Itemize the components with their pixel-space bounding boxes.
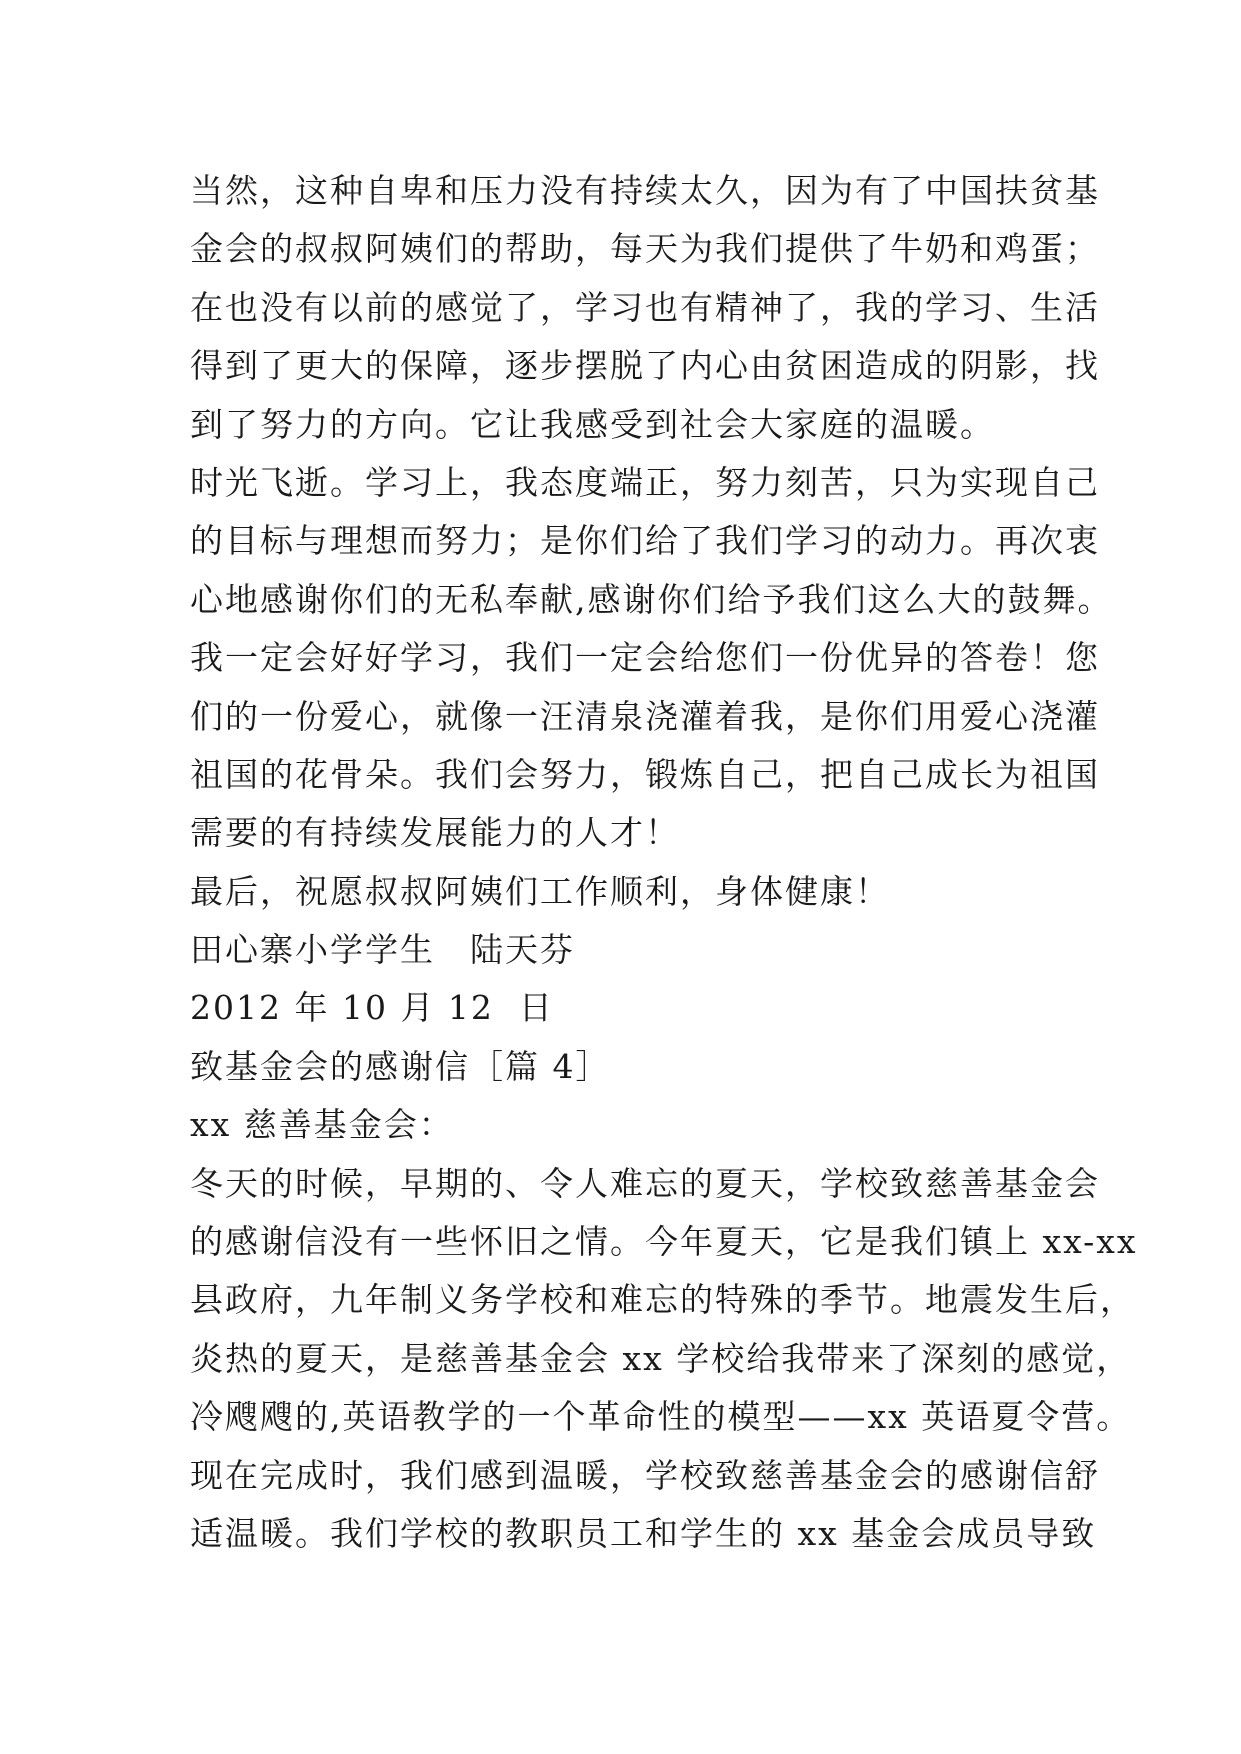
text-line: 现在完成时，我们感到温暖，学校致慈善基金会的感谢信舒 [190, 1455, 1100, 1495]
text-line: 到了努力的方向。它让我感受到社会大家庭的温暖。 [190, 404, 995, 444]
text-line: 当然，这种自卑和压力没有持续太久，因为有了中国扶贫基 [190, 171, 1100, 210]
section-title: 致基金会的感谢信［篇 4］ [190, 1046, 611, 1086]
closing-wish: 最后，祝愿叔叔阿姨们工作顺利，身体健康！ [190, 871, 890, 911]
text-line: 时光飞逝。学习上，我态度端正，努力刻苦，只为实现自己 [190, 462, 1100, 502]
signature: 田心寨小学学生 陆天芬 [190, 930, 575, 970]
text-line: 县政府，九年制义务学校和难忘的特殊的季节。地震发生后， [190, 1280, 1135, 1320]
text-line: 的目标与理想而努力；是你们给了我们学习的动力。再次衷 [190, 521, 1100, 561]
text-line: 适温暖。我们学校的教职员工和学生的 xx 基金会成员导致 [190, 1513, 1097, 1553]
text-line: 们的一份爱心，就像一汪清泉浇灌着我，是你们用爱心浇灌 [190, 696, 1100, 736]
text-line: 冬天的时候，早期的、令人难忘的夏天，学校致慈善基金会 [190, 1163, 1100, 1203]
text-line: 我一定会好好学习，我们一定会给您们一份优异的答卷！您 [190, 638, 1100, 678]
text-line: 祖国的花骨朵。我们会努力，锻炼自己，把自己成长为祖国 [190, 754, 1100, 794]
text-line: 金会的叔叔阿姨们的帮助，每天为我们提供了牛奶和鸡蛋； [190, 229, 1100, 269]
text-line: 得到了更大的保障，逐步摆脱了内心由贫困造成的阴影，找 [190, 346, 1100, 386]
text-line: 冷飕飕的,英语教学的一个革命性的模型——xx 英语夏令营。 [190, 1397, 1132, 1437]
text-line: 炎热的夏天，是慈善基金会 xx 学校给我带来了深刻的感觉， [190, 1338, 1132, 1378]
text-line: 的感谢信没有一些怀旧之情。今年夏天，它是我们镇上 xx-xx [190, 1222, 1138, 1262]
salutation: xx 慈善基金会： [190, 1105, 454, 1145]
text-line: 心地感谢你们的无私奉献,感谢你们给予我们这么大的鼓舞。 [190, 579, 1113, 619]
text-line: 在也没有以前的感觉了，学习也有精神了，我的学习、生活 [190, 287, 1100, 327]
text-line: 需要的有持续发展能力的人才！ [190, 813, 680, 853]
date: 2012 年 10 月 12 日 [190, 988, 554, 1028]
letter-body [190, 162, 1138, 1563]
